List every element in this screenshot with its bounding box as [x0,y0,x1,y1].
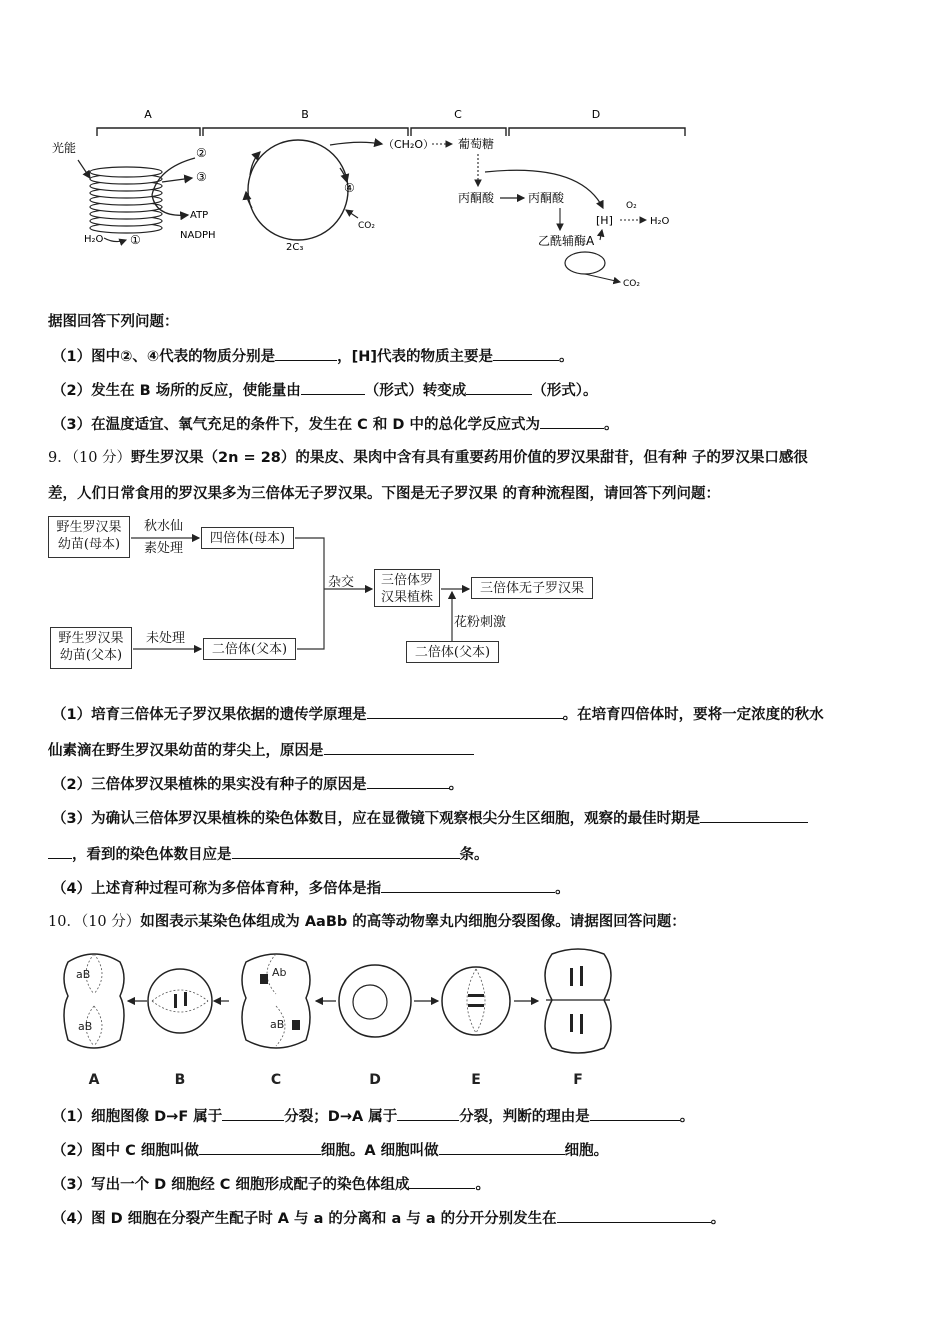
flow-diploid-2: 二倍体(父本) [406,641,499,663]
q9-blank-4b[interactable] [48,844,72,859]
q8-part1: （1）图中②、④代表的物质分别是 ，[H]代表的物质主要是 。 [52,346,574,367]
label-a: A [144,108,152,121]
q9-part1-line1: （1）培育三倍体无子罗汉果依据的遗传学原理是 。在培育四倍体时，要将一定浓度的秋水 [52,704,824,725]
flow-cross: 杂交 [328,575,355,590]
flow-colchicine-line1: 秋水仙 [144,519,184,534]
flow-tetraploid: 四倍体(母本) [201,527,294,549]
q8-blank-1[interactable] [275,346,337,361]
flow-colchicine-line2: 素处理 [144,541,184,556]
q8-part3: （3）在温度适宜、氧气充足的条件下，发生在 C 和 D 中的总化学反应式为 。 [52,414,618,435]
cell-label-c: C [270,1072,282,1088]
acetyl-coa-label: 乙酰辅酶A [538,234,595,248]
light-energy-label: 光能 [52,141,77,155]
q9-part2: （2）三倍体罗汉果植株的果实没有种子的原因是 。 [52,774,463,795]
q10-part1: （1）细胞图像 D→F 属于 分裂；D→A 属于 分裂，判断的理由是 。 [52,1106,694,1127]
bracket-b [203,128,408,136]
q8-intro: 据图回答下列问题： [48,314,179,330]
flow-diploid: 二倍体(父本) [203,638,296,660]
q8-blank-5[interactable] [540,414,604,429]
bracket-a [97,128,200,136]
q8-blank-4[interactable] [466,380,532,395]
thylakoid-stack [90,167,162,233]
light-arrow [78,160,90,178]
cell-c-top-genes: Ab [272,966,287,979]
cell-a-bottom-genes: aB [78,1020,93,1033]
cell-c-bottom-genes: aB [270,1018,285,1031]
cell-division-figure [48,944,636,1090]
photosynthesis-respiration-diagram [40,100,700,295]
flow-father-seedling: 野生罗汉果幼苗(父本) [50,627,132,669]
h2o-out-label: H₂O [650,216,670,227]
ch2o-label: （CH₂O） [383,138,435,151]
h2o-label: H₂O [84,234,104,245]
atp-label: ATP [190,210,209,221]
glucose-label: 葡萄糖 [458,137,495,151]
cell-a [64,954,124,1048]
q9-stem-line2: 差，人们日常食用的罗汉果多为三倍体无子罗汉果。下图是无子罗汉果 的育种流程图，请回答下列问题： [48,486,721,502]
pyruvate2-label: 丙酮酸 [528,191,565,205]
q10-blank-3[interactable] [590,1106,680,1121]
co2-out-label: CO₂ [623,279,640,289]
q9-part4: （4）上述育种过程可称为多倍体育种，多倍体是指 。 [52,878,570,899]
q9-part3-line1: （3）为确认三倍体罗汉果植株的染色体数目，应在显微镜下观察根尖分生区细胞，观察的最佳时期是 [52,808,808,829]
q9-stem-line1: 9．（10 分）野生罗汉果（2n = 28）的果皮、果肉中含有具有重要药用价值的罗汉果甜苷，但有种 子的罗汉果口感很 [48,450,808,466]
q9-blank-1[interactable] [367,704,563,719]
num4-label: ④ [344,181,355,195]
q9-part1-line2: 仙素滴在野生罗汉果幼苗的芽尖上，原因是 [48,740,474,761]
flow-untreated: 未处理 [146,631,186,646]
q9-blank-5[interactable] [232,844,460,859]
cell-a-top-genes: aB [76,968,91,981]
q8-part2: （2）发生在 B 场所的反应，使能量由 （形式）转变成 （形式）。 [52,380,598,401]
flow-pollen-stimulus: 花粉刺激 [454,615,507,630]
cell-f [545,949,611,1053]
num2-label: ② [196,146,207,160]
cell-b [148,969,212,1033]
q10-blank-6[interactable] [409,1174,475,1189]
cell-label-d: D [369,1072,381,1088]
q10-blank-2[interactable] [397,1106,459,1121]
flowchart-arrows [0,500,620,680]
q8-blank-2[interactable] [493,346,559,361]
cell-label-f: F [573,1072,583,1088]
q10-part4: （4）图 D 细胞在分裂产生配子时 A 与 a 的分离和 a 与 a 的分开分别发生在 。 [52,1208,725,1229]
cell-label-a: A [88,1072,100,1088]
q8-blank-3[interactable] [301,380,365,395]
o2-label: O₂ [626,201,637,211]
flow-seedless-fruit: 三倍体无子罗汉果 [471,577,593,599]
q10-blank-5[interactable] [439,1140,565,1155]
label-c: C [454,108,462,121]
q9-blank-6[interactable] [381,878,555,893]
pyruvate1-label: 丙酮酸 [458,191,495,205]
cell-label-e: E [471,1072,481,1088]
q9-blank-4[interactable] [700,808,808,823]
cell-label-b: B [174,1072,186,1088]
q9-blank-3[interactable] [367,774,449,789]
bracket-c [411,128,506,136]
q10-part2: （2）图中 C 细胞叫做 细胞。A 细胞叫做 细胞。 [52,1140,608,1161]
num3-label: ③ [196,170,207,184]
nadph-label: NADPH [180,230,216,241]
tca-cycle [565,252,605,274]
q10-stem: 10．（10 分）如图表示某染色体组成为 AaBb 的高等动物睾丸内细胞分裂图像。请据图回答问题： [48,914,686,930]
num1-label: ① [130,233,141,247]
co2-label: CO₂ [358,221,375,231]
q9-blank-2[interactable] [324,740,474,755]
flow-triploid-plant: 三倍体罗汉果植株 [374,569,440,607]
c3-label: 2C₃ [286,242,304,253]
q10-blank-4[interactable] [199,1140,321,1155]
label-b: B [301,108,309,121]
flow-mother-seedling: 野生罗汉果幼苗(母本) [48,516,130,558]
q10-part3: （3）写出一个 D 细胞经 C 细胞形成配子的染色体组成 。 [52,1174,490,1195]
q9-part3-line2: ，看到的染色体数目应是 条。 [48,844,489,865]
cell-d [339,965,411,1037]
q10-blank-1[interactable] [222,1106,284,1121]
q10-blank-7[interactable] [557,1208,711,1223]
calvin-cycle [248,140,348,240]
label-d: D [591,108,601,121]
cell-e [442,967,510,1035]
bracket-d [509,128,685,136]
h-label: [H] [596,214,613,227]
